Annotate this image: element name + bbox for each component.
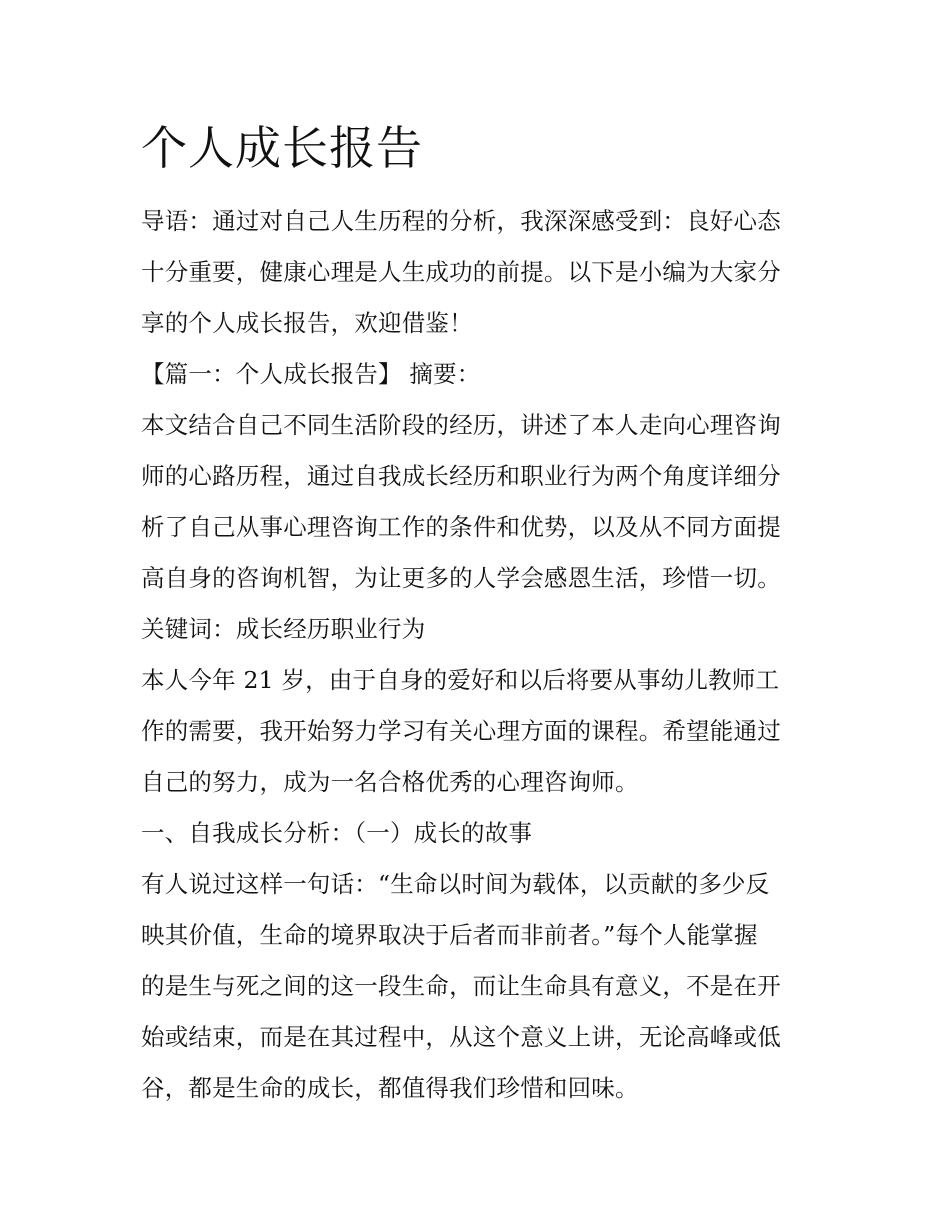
document-body	[141, 196, 821, 1114]
paragraph-line: 享的个人成长报告，欢迎借鉴！	[141, 309, 473, 337]
paragraph-line: 映其价值，生命的境界取决于后者而非前者。”每个人能掌握	[141, 921, 758, 949]
section-heading-line: 【篇一：个人成长报告】 摘要：	[141, 360, 481, 388]
paragraph-line: 有人说过这样一句话：“生命以时间为载体，以贡献的多少反	[141, 870, 770, 898]
paragraph-line: 析了自己从事心理咨询工作的条件和优势，以及从不同方面提	[141, 513, 781, 541]
keywords-line: 关键词：成长经历职业行为	[141, 615, 426, 643]
paragraph-line: 作的需要，我开始努力学习有关心理方面的课程。希望能通过	[141, 717, 781, 745]
paragraph-line: 始或结束，而是在其过程中，从这个意义上讲，无论高峰或低	[141, 1023, 781, 1051]
paragraph-line: 本文结合自己不同生活阶段的经历，讲述了本人走向心理咨询	[141, 411, 781, 439]
document-title: 个人成长报告	[141, 121, 423, 175]
paragraph-line: 自己的努力，成为一名合格优秀的心理咨询师。	[141, 768, 639, 796]
paragraph-line: 师的心路历程，通过自我成长经历和职业行为两个角度详细分	[141, 462, 781, 490]
paragraph-line: 本人今年 21 岁，由于自身的爱好和以后将要从事幼儿教师工	[141, 666, 780, 694]
section-heading-line: 一、自我成长分析：（一）成长的故事	[141, 819, 533, 847]
paragraph-line: 谷，都是生命的成长，都值得我们珍惜和回味。	[141, 1074, 639, 1102]
paragraph-line: 高自身的咨询机智，为让更多的人学会感恩生活，珍惜一切。	[141, 564, 781, 592]
paragraph-line: 十分重要，健康心理是人生成功的前提。以下是小编为大家分	[141, 258, 781, 286]
paragraph-line: 的是生与死之间的这一段生命，而让生命具有意义，不是在开	[141, 972, 781, 1000]
paragraph-line: 导语：通过对自己人生历程的分析，我深深感受到：良好心态	[141, 207, 781, 235]
